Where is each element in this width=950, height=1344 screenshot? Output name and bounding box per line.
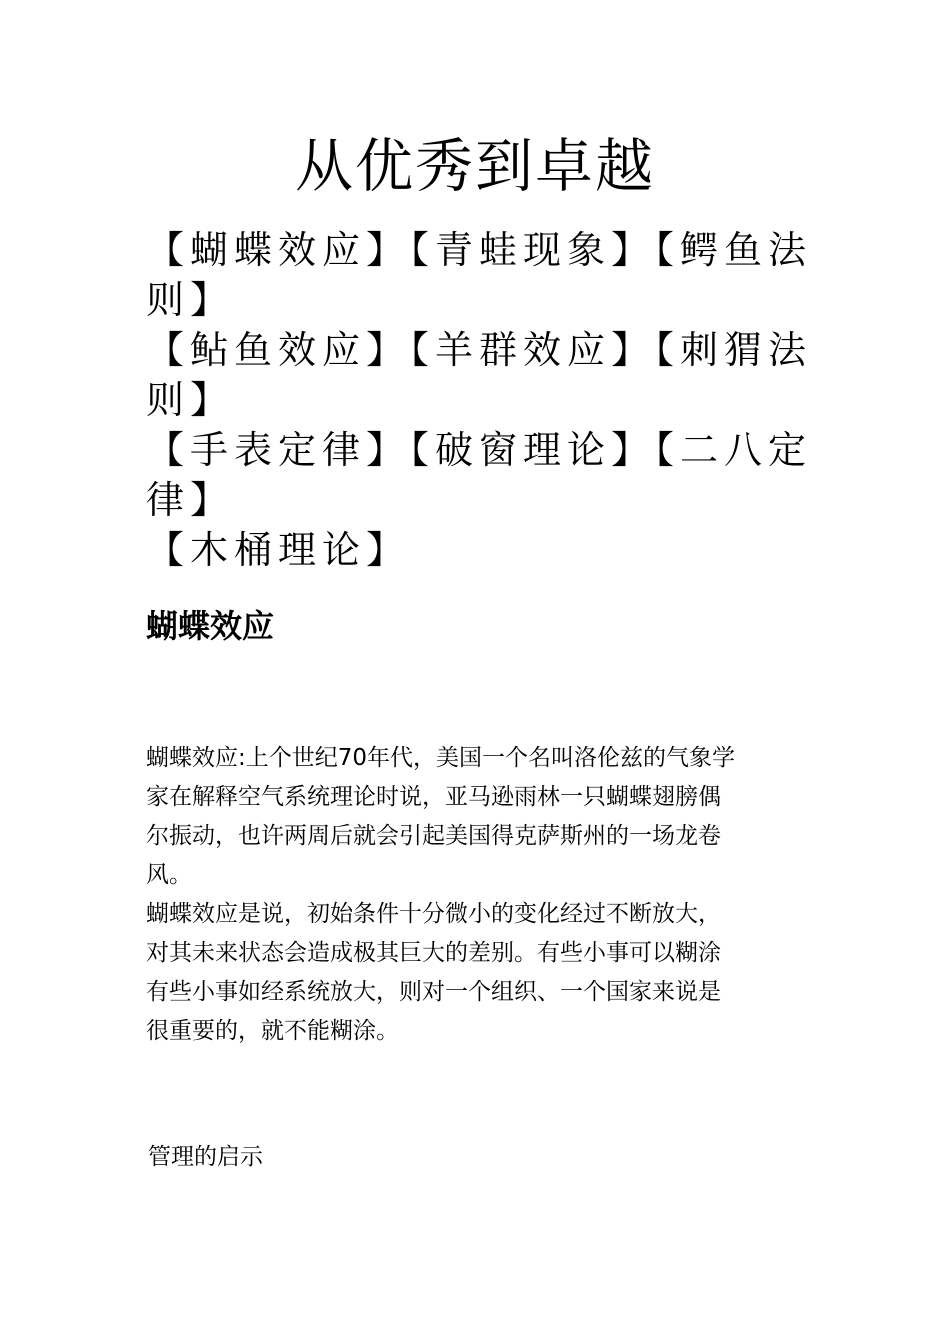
toc-line: 则】 (146, 378, 235, 422)
toc-line: 【木桶理论】 (146, 528, 411, 572)
toc-line: 则】 (146, 278, 235, 322)
body-line: 有些小事如经系统放大，则对一个组织、一个国家来说是 (146, 979, 721, 1005)
body-line: 家在解释空气系统理论时说，亚马逊雨林一只蝴蝶翅膀偶 (146, 784, 721, 810)
body-line: 蝴蝶效应是说，初始条件十分微小的变化经过不断放大， (146, 901, 721, 927)
body-line: 很重要的，就不能糊涂。 (146, 1018, 399, 1044)
toc-line: 律】 (146, 478, 235, 522)
section-heading: 蝴蝶效应 (146, 607, 275, 645)
toc-line: 【鲇鱼效应】【羊群效应】【刺猬法 (146, 328, 813, 372)
document-title: 从优秀到卓越 (294, 132, 655, 200)
table-of-contents (146, 225, 816, 575)
body-line: 风。 (146, 862, 192, 888)
body-line: 尔振动，也许两周后就会引起美国得克萨斯州的一场龙卷 (146, 823, 721, 849)
toc-line: 【手表定律】【破窗理论】【二八定 (146, 428, 813, 472)
subheading: 管理的启示 (148, 1144, 263, 1170)
toc-line: 【蝴蝶效应】【青蛙现象】【鳄鱼法 (146, 228, 813, 272)
body-line: 对其未来状态会造成极其巨大的差别。有些小事可以糊涂 (146, 940, 721, 966)
body-line: 蝴蝶效应:上个世纪70年代，美国一个名叫洛伦兹的气象学 (146, 745, 736, 771)
body-text (146, 739, 816, 1051)
